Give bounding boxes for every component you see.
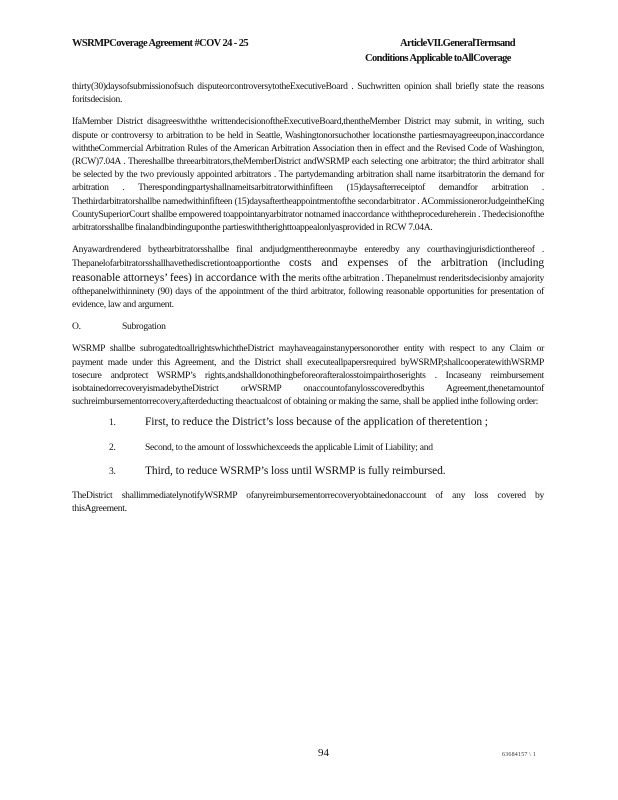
paragraph-award xyxy=(72,243,544,311)
recovery-order-list xyxy=(72,416,544,478)
award-text-part1: Anyawardrendered bythearbitratorsshallbe final andjudgmentthereonmaybe enteredby any courthavingjurisdictionthereof . Thepanelofarbitratorsshallhavethediscretiontoapportionthe xyxy=(72,244,544,270)
paragraph-notify: TheDistrict shallimmediatelynotifyWSRMP ofanyreimbursementorrecoveryobtainedonaccount of any loss covered by thisAgreement. xyxy=(72,490,544,515)
document-body xyxy=(72,80,544,524)
section-title: Subrogation xyxy=(122,321,166,333)
paragraph-arbitration: IfaMember District disagreeswiththe writtendecisionoftheExecutiveBoard,thentheMember District may submit, in writing, such dispute or controversy to arbitration to be held in Seattle, Washingtonorsuchother locationsthe partiesmayagreeupon,inaccordance withtheCommercial Arbitration Rules of the American Arbitration Association then in effect and the Revised Code of Washington, (RCW)7.04A . Thereshallbe threearbitrators,theMemberDistrict andWSRMP each selecting one arbitrator; the third arbitrator shall be selected by the two previously appointed arbitrators . The partydemanding arbitration shall name itsarbitratorin the demand for arbitration . Therespondingpartyshallnameitsarbitratorwithinfifteen (15)daysafterreceiptof demandfor arbitration . Thethirdarbitratorshallbe namedwithinfifteen (15)daysaftertheappointmentofthe secondarbitrator . ACommissionerorJudgeintheKing CountySuperiorCourt shallbe empowered toappointanyarbitrator notnamed inaccordance withtheprocedureherein . Thedecisionofthe arbitratorsshallbe finalandbindinguponthe partieswiththerighttoappealonlyasprovided in RCW 7.04A. xyxy=(72,116,544,234)
page-number: 94 xyxy=(318,747,329,759)
list-item-text: First, to reduce the District’s loss because of the application of theretention ; xyxy=(145,416,488,429)
paragraph-executive-board-opinion: thirty(30)daysofsubmissionofsuch disputeorcontroversytotheExecutiveBoard . Suchwritten opinion shall briefly state the reasons foritsdecision. xyxy=(72,81,544,106)
header-article-subtitle: Conditions Applicable toAllCoverage xyxy=(365,53,511,64)
document-code: 63684157 \ 1 xyxy=(502,752,537,758)
section-number: O. xyxy=(72,321,81,333)
header-article-title: ArticleVII.GeneralTermsand xyxy=(400,38,515,49)
paragraph-subrogation: WSRMP shallbe subrogatedtoallrightswhichtheDistrict mayhaveagainstanypersonorother entity with respect to any Claim or payment made under this Agreement, and the District shall executeallpapersrequired byWSRMP,shallcooperatewithWSRMP tosecure andprotect WSRMP’s rights,andshalldonothingbeforeorafteralosstoimpairthoserights . Incaseany reimbursement isobtainedorrecoveryismadebytheDistrict orWSRMP onaccountofanylosscoveredbythis Agreement,thenetamountof suchreimbursementorrecovery,afterdeducting theactualcost of obtaining or making the same, shall be applied inthe following order: xyxy=(72,343,544,408)
list-item-number: 1. xyxy=(109,417,116,429)
section-heading-subrogation xyxy=(72,320,544,333)
award-text-costs: costs and expenses of the arbitration (including reasonable attorneys’ fees) in accordance with the xyxy=(72,257,544,284)
header-agreement-title: WSRMPCoverage Agreement #COV 24 - 25 xyxy=(72,38,249,49)
list-item xyxy=(72,465,544,478)
list-item xyxy=(72,441,544,454)
list-item xyxy=(72,416,544,429)
list-item-text: Second, to the amount of losswhichexceeds the applicable Limit of Liability; and xyxy=(145,441,433,453)
list-item-text: Third, to reduce WSRMP’s loss until WSRMP is fully reimbursed. xyxy=(145,464,446,477)
list-item-number: 3. xyxy=(109,465,116,477)
award-text-part2: merits ofthe arbitration . Thepanelmust renderitsdecisionby amajority ofthepanelwithinninety (90) days of the appointment of the third arbitrator, following reasonable opportunities for presentation of evidence, law and argument. xyxy=(72,272,544,311)
list-item-number: 2. xyxy=(109,441,116,453)
